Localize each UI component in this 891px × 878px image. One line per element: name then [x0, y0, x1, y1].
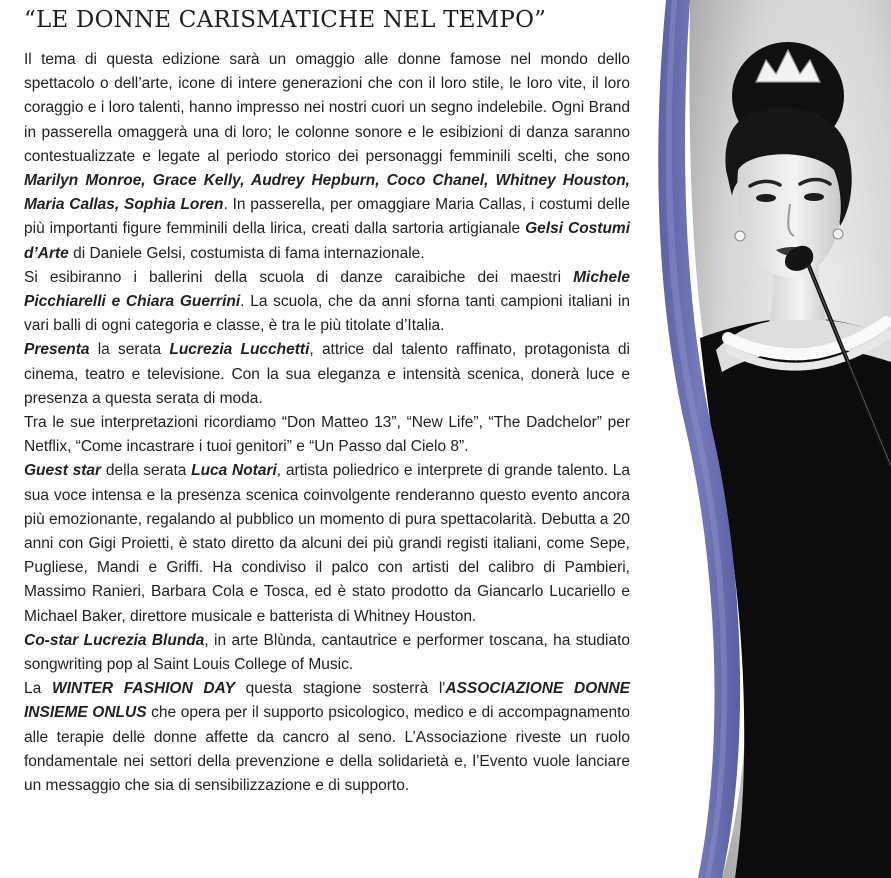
- paragraph: [24, 411, 630, 459]
- hair: [725, 107, 851, 226]
- text-run: della serata: [101, 462, 192, 480]
- text-run: , in arte Blùnda, cantautrice e performer toscana, ha studiato songwriting pop al Saint Louis College of Music.: [24, 631, 631, 674]
- black-dress: [700, 318, 891, 878]
- emphasized-text: Guest star: [24, 462, 102, 480]
- pearl-necklace: [728, 322, 886, 354]
- decorative-stripe: [658, 0, 740, 878]
- paragraph: [24, 48, 630, 266]
- paragraph: [24, 629, 630, 677]
- neck: [768, 258, 828, 328]
- emphasized-text: Marilyn Monroe, Grace Kelly, Audrey Hepburn, Coco Chanel, Whitney Houston, Maria Callas, Sophia Loren: [24, 172, 630, 214]
- paragraph: [24, 677, 630, 798]
- text-run: Si esibiranno i ballerini della scuola di danze caraibiche dei maestri: [24, 268, 574, 286]
- emphasized-text: Luca Notari: [191, 462, 277, 480]
- emphasized-text: ASSOCIAZIONE DONNE INSIEME ONLUS: [24, 680, 630, 722]
- face: [737, 154, 840, 277]
- emphasized-text: Michele Picchiarelli e Chiara Guerrini: [24, 268, 630, 311]
- text-run: . La scuola, che da anni sforna tanti campioni italiani in vari balli di ogni categoria e classe, è tra le più titolate d’Italia.: [24, 293, 631, 335]
- article-body: [24, 48, 630, 798]
- paragraph: [24, 459, 630, 628]
- emphasized-text: Presenta: [24, 341, 90, 359]
- emphasized-text: Co-star Lucrezia Blunda: [24, 631, 205, 649]
- hair-bun: [732, 42, 844, 150]
- paragraph: [24, 338, 630, 411]
- emphasized-text: Gelsi Costumi d’Arte: [24, 220, 631, 262]
- paragraph: [24, 266, 630, 339]
- emphasized-text: WINTER FASHION DAY: [51, 680, 235, 698]
- text-run: . In passerella, per omaggiare Maria Callas, i costumi delle più importanti figure femminili della lirica, creati dalla sartoria artigianale: [24, 196, 630, 238]
- photo-background: [689, 0, 891, 878]
- text-run: , artista poliedrico e interprete di grande talento. La sua voce intensa e la presenza scenica coinvolgente renderanno questo evento ancora più emozionante, regalando al pubblico un momento di pura spettacolarità. Debutta a 20 anni con Gigi Proietti, è stato diretto da alcuni dei più grandi registi italiani, come Sepe, Pugliese, Mandi e Griffi. Ha condiviso il palco con artisti del calibro di Pambieri, Massimo Ranieri, Barbara Cola e Tosca, ed è stato prodotto da Giancarlo Lucariello e Michael Baker, direttore musicale e batterista di Whitney Houston.: [24, 462, 630, 625]
- gloved-hand: [785, 246, 813, 271]
- text-run: Tra le sue interpretazioni ricordiamo “Don Matteo 13”, “New Life”, “The Dadchelor” per Netflix, “Come incastrare i tuoi genitori” e “Un Passo dal Cielo 8”.: [24, 414, 630, 456]
- text-run: di Daniele Gelsi, costumista di fama internazionale.: [68, 244, 425, 262]
- shoulders: [716, 320, 891, 372]
- page-title: “LE DONNE CARISMATICHE NEL TEMPO”: [24, 7, 547, 33]
- text-run: la serata: [89, 341, 170, 359]
- cigarette-holder: [804, 254, 891, 468]
- text-run: Il tema di questa edizione sarà un omaggio alle donne famose nel mondo dello spettacolo o dell’arte, icone di intere generazioni che con il loro stile, le loro vite, il loro coraggio e i loro talenti, hanno impresso nei nostri cuori un segno indelebile. Ogni Brand in passerella omaggerà una di loro; le colonne sonore e le esibizioni di danza saranno contestualizzate e legate al periodo storico dei personaggi femminili scelti, che sono: [24, 51, 630, 165]
- emphasized-text: Lucrezia Lucchetti: [169, 341, 310, 359]
- text-run: , attrice dal talento raffinato, protagonista di cinema, teatro e televisione. Con la sua eleganza e intensità scenica, donerà luce e presenza a questa serata di moda.: [24, 341, 630, 407]
- text-run: che opera per il supporto psicologico, medico e di accompagnamento alle terapie delle donne affette da cancro al seno. L’Associazione riveste un ruolo fondamentale nei settori della prevenzione e della solidarietà e, l’Evento vuole lanciare un messaggio che sia di sensibilizzazione e di supporto.: [24, 704, 630, 795]
- tiara: [756, 50, 820, 82]
- text-run: questa stagione sosterrà l': [234, 680, 446, 698]
- text-run: La: [24, 680, 52, 698]
